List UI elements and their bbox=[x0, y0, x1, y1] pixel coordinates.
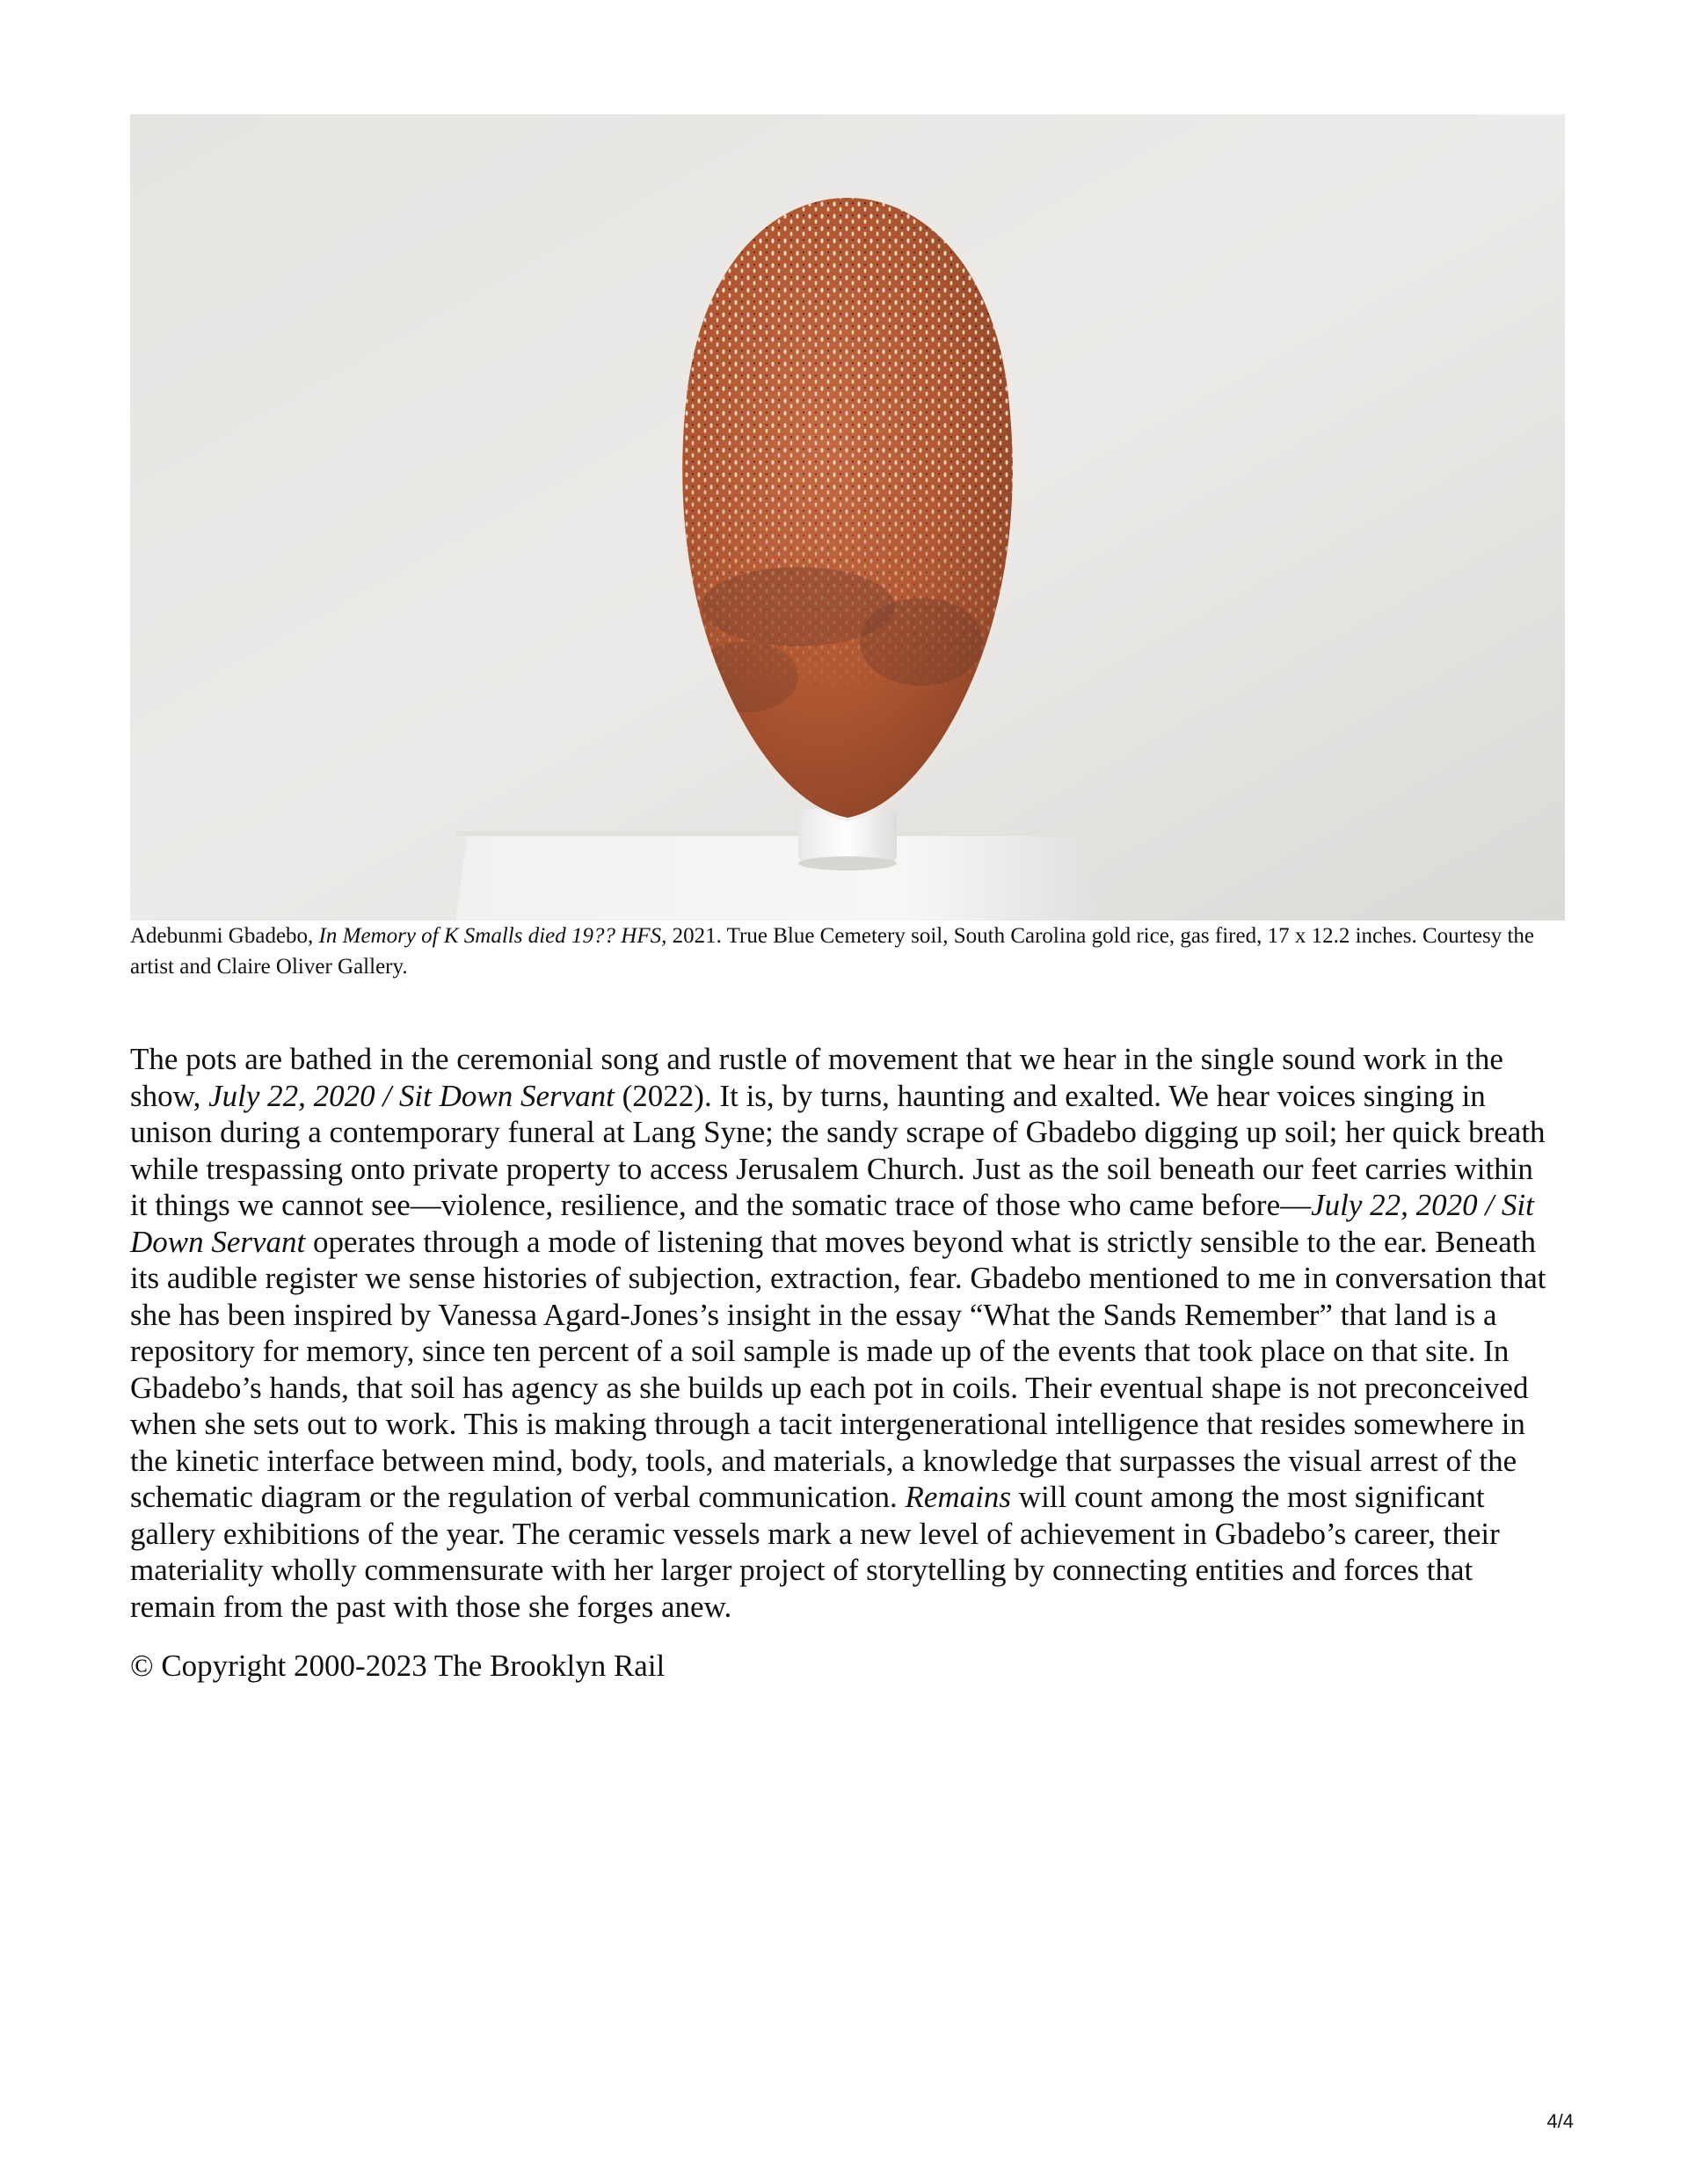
paragraph-text: The pots are bathed in the ceremonial song and rustle of movement that we hear in the single sound work in the show, bbox=[130, 1042, 1503, 1113]
figure-caption bbox=[130, 921, 1565, 982]
article-page bbox=[130, 114, 1565, 1684]
paragraph-text: operates through a mode of listening that moves beyond what is strictly sensible to the ear. Beneath its audible register we sense histories of subjection, extraction, fear. Gbadebo mentioned to me in conversation that she has been inspired by Vanessa Agard-Jones’s insight in the essay “What the Sands Remember” that land is a repository for memory, since ten percent of a soil sample is made up of the events that took place on that site. In Gbadebo’s hands, that soil has agency as she builds up each pot in coils. Their eventual shape is not preconceived when she sets out to work. This is making through a tacit intergenerational intelligence that resides somewhere in the kinetic interface between mind, body, tools, and materials, a knowledge that surpasses the visual arrest of the schematic diagram or the regulation of verbal communication. bbox=[130, 1224, 1546, 1514]
caption-artist: Adebunmi Gbadebo, bbox=[130, 924, 319, 948]
paragraph-text: (2022). It is, by turns, haunting and exalted. We hear voices singing in unison during a contemporary funeral at Lang Syne; the sandy scrape of Gbadebo digging up soil; her quick breath while trespassing onto private property to access Jerusalem Church. Just as the soil beneath our feet carries within it things we cannot see—violence, resilience, and the somatic trace of those who came before— bbox=[130, 1078, 1546, 1222]
caption-title: In Memory of K Smalls died 19?? HFS, bbox=[318, 924, 667, 948]
article-body bbox=[130, 1041, 1554, 1625]
work-title: July 22, 2020 / Sit Down Servant bbox=[130, 1188, 1534, 1259]
figure bbox=[130, 114, 1565, 982]
copyright-notice: © Copyright 2000-2023 The Brooklyn Rail bbox=[130, 1649, 666, 1683]
paragraph-text: will count among the most significant gallery exhibitions of the year. The ceramic vessels mark a new level of achievement in Gbadebo’s career, their materiality wholly commensurate with her larger project of storytelling by connecting entities and forces that remain from the past with those she forges anew. bbox=[130, 1480, 1500, 1624]
sculpture-photo bbox=[130, 114, 1565, 921]
caption-details: 2021. True Blue Cemetery soil, South Carolina gold rice, gas fired, 17 x 12.2 inches. Courtesy the artist and Claire Oliver Gallery. bbox=[130, 924, 1535, 979]
article-paragraph bbox=[130, 1041, 1554, 1625]
exhibition-title: Remains bbox=[905, 1480, 1012, 1514]
work-title: July 22, 2020 / Sit Down Servant bbox=[208, 1078, 615, 1113]
page-number: 4/4 bbox=[1546, 2110, 1574, 2132]
